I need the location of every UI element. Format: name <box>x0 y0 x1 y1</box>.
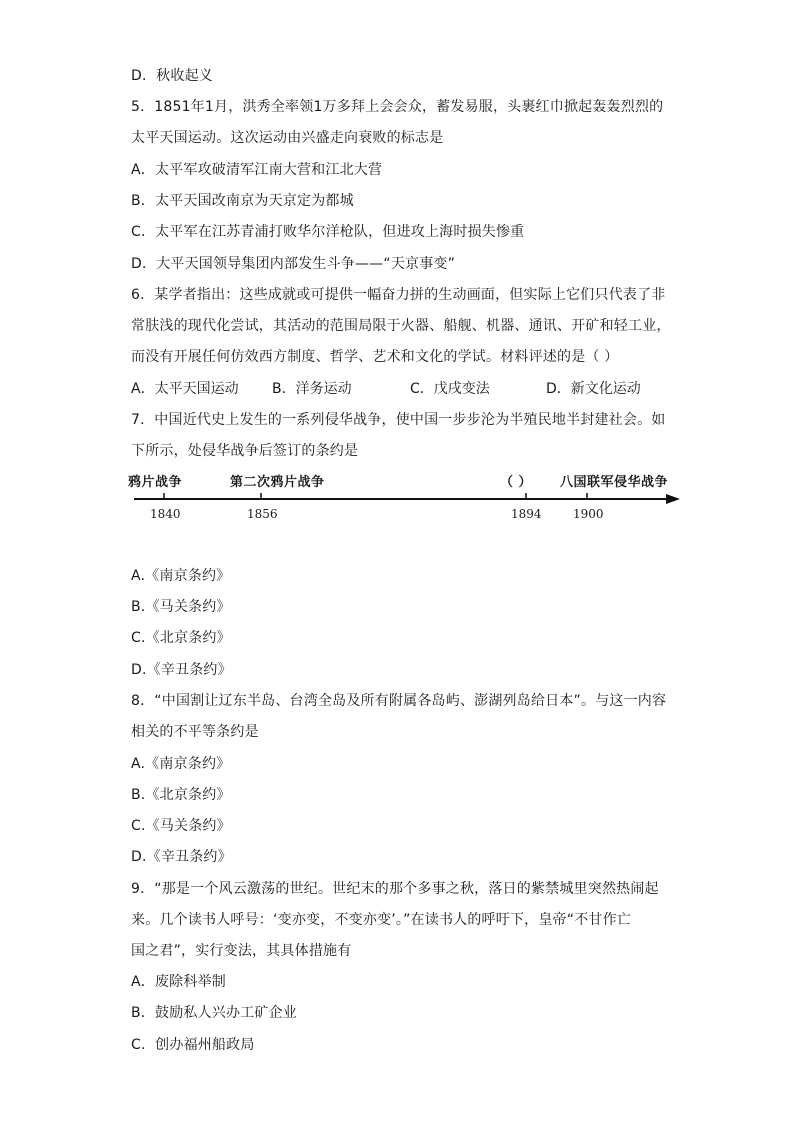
timeline-year-1840: 1840 <box>150 507 181 521</box>
q4-option-d: D．秋收起义 <box>131 68 213 84</box>
q5-stem-line-1: 5．1851年1月，洪秀全率领1万多拜上会会众，蓄发易服，头裹红巾掀起轰轰烈烈的 <box>131 99 664 115</box>
q5-option-b: B．太平天国改南京为天京定为都城 <box>131 193 354 209</box>
q5-stem-line-2: 太平天国运动。这次运动由兴盛走向衰败的标志是 <box>131 130 444 146</box>
q6-stem-line-1: 6．某学者指出：这些成就或可提供一幅奋力拼的生动画面，但实际上它们只代表了非 <box>131 287 666 303</box>
q6-option-c: C．戊戌变法 <box>410 381 490 397</box>
q9-option-b: B．鼓励私人兴办工矿企业 <box>131 1005 298 1021</box>
q5-option-d: D．大平天国领导集团内部发生斗争——“天京事变” <box>131 256 456 272</box>
q7-stem-line-1: 7．中国近代史上发生的一系列侵华战争，使中国一步步沦为半殖民地半封建社会。如 <box>131 412 666 428</box>
timeline-label-eight-nation-war: 八国联军侵华战争 <box>560 475 669 490</box>
timeline-year-1894: 1894 <box>511 507 542 521</box>
q9-option-c: C．创办福州船政局 <box>131 1037 255 1053</box>
q5-option-a: A．太平军攻破清军江南大营和江北大营 <box>131 162 383 178</box>
timeline-arrow-head <box>666 494 680 504</box>
q6-option-b: B．洋务运动 <box>272 381 352 397</box>
q5-option-c: C．太平军在江苏青浦打败华尔洋枪队，但进攻上海时损失惨重 <box>131 224 525 240</box>
q7-option-d: D.《辛丑条约》 <box>131 662 232 678</box>
q7-option-c: C.《北京条约》 <box>131 630 231 646</box>
q6-stem-line-3: 而没有开展任何仿效西方制度、哲学、艺术和文化的学试。材料评述的是（ ） <box>131 349 619 365</box>
q9-stem-line-2: 来。几个读书人呼号：‘变亦变，不变亦变’。”在读书人的呼吁下，皇帝“不甘作亡 <box>131 912 632 928</box>
q9-stem-line-3: 国之君”，实行变法，其具体措施有 <box>131 943 352 959</box>
q7-stem-line-2: 下所示，处侵华战争后签订的条约是 <box>131 443 359 459</box>
timeline-figure <box>128 464 688 534</box>
q8-option-b: B.《北京条约》 <box>131 787 231 803</box>
timeline-year-1900: 1900 <box>573 507 604 521</box>
q9-option-a: A．废除科举制 <box>131 974 226 990</box>
q8-option-d: D.《辛丑条约》 <box>131 849 232 865</box>
q8-stem-line-1: 8．“中国割让辽东半岛、台湾全岛及所有附属各岛屿、澎湖列岛给日本”。与这一内容 <box>131 693 667 709</box>
timeline-label-opium-war: 鸦片战争 <box>128 475 183 490</box>
timeline-label-blank: （ ） <box>500 475 533 490</box>
q6-stem-line-2: 常肤浅的现代化尝试，其活动的范围局限于火器、船舰、机器、通讯、开矿和轻工业， <box>131 318 671 334</box>
q9-stem-line-1: 9．“那是一个风云激荡的世纪。世纪末的那个多事之秋，落日的紫禁城里突然热闹起 <box>131 881 659 897</box>
timeline-label-second-opium-war: 第二次鸦片战争 <box>230 475 325 490</box>
timeline-axis <box>128 464 688 534</box>
q7-option-a: A.《南京条约》 <box>131 568 231 584</box>
q6-option-a: A．太平天国运动 <box>131 381 239 397</box>
q6-option-d: D．新文化运动 <box>546 381 641 397</box>
q7-option-b: B.《马关条约》 <box>131 599 231 615</box>
q8-option-c: C.《马关条约》 <box>131 818 231 834</box>
q8-option-a: A.《南京条约》 <box>131 756 231 772</box>
q8-stem-line-2: 相关的不平等条约是 <box>131 724 259 740</box>
timeline-year-1856: 1856 <box>247 507 278 521</box>
